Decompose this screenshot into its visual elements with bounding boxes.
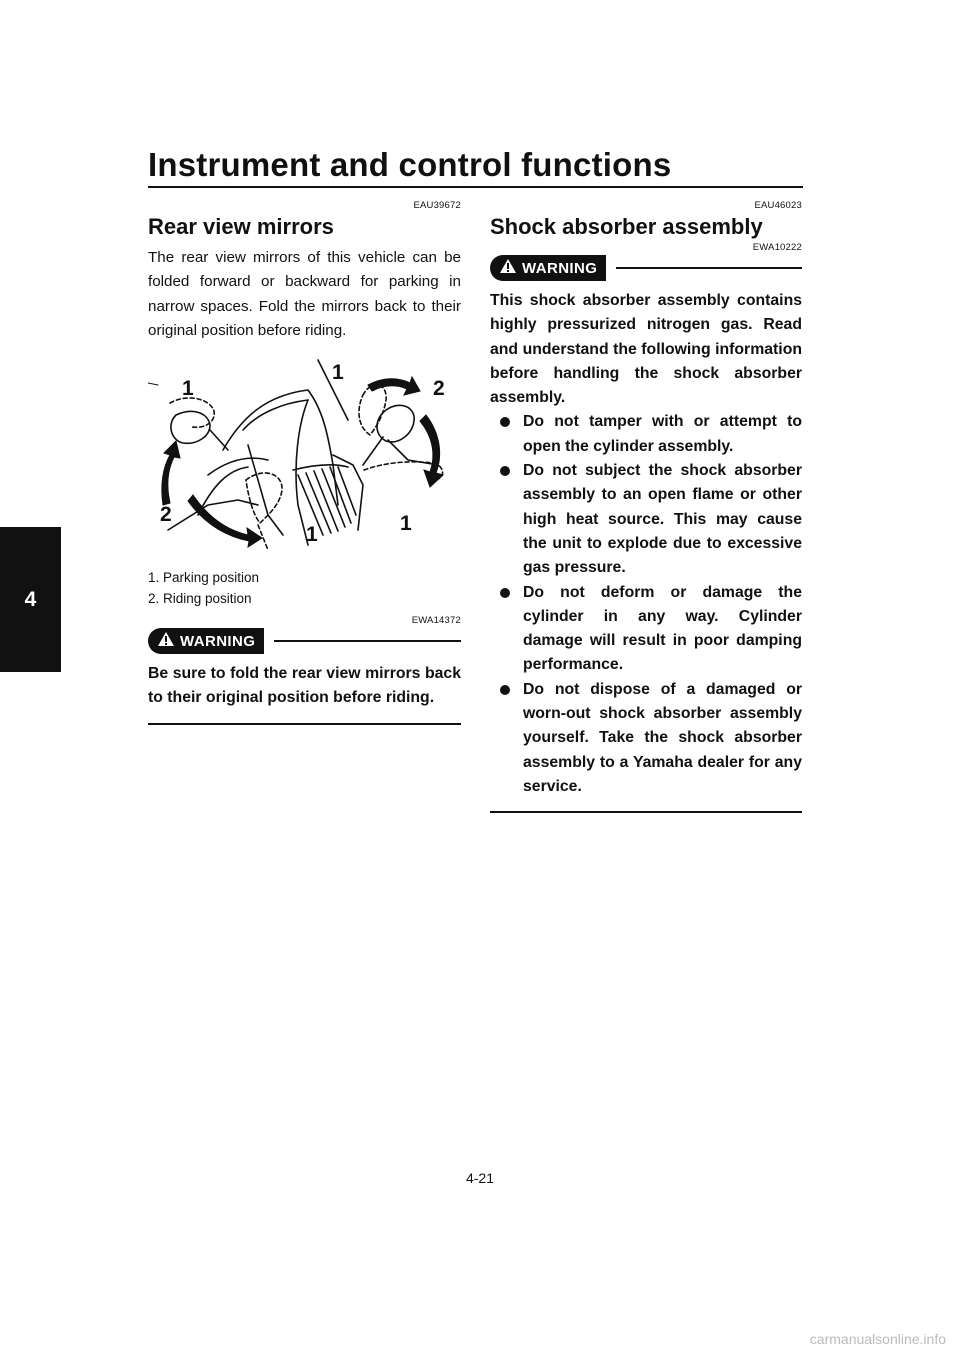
figure-label: 1	[306, 523, 318, 547]
shock-warning-list	[490, 410, 802, 799]
figure-legend	[148, 567, 461, 609]
mirrors-body-text: The rear view mirrors of this vehicle can be folded forward or backward for parking in narrow spaces. Fold the mirrors back to their original position before riding.	[148, 249, 461, 339]
figure-label: 1	[400, 512, 412, 536]
warning-triangle-icon	[157, 631, 175, 651]
warning-end-rule	[148, 723, 461, 725]
source-watermark[interactable]: carmanualsonline.info	[809, 1331, 946, 1347]
mirrors-warning-text: Be sure to fold the rear view mirrors back to their original position before riding.	[148, 665, 461, 707]
warning-triangle-icon	[499, 258, 517, 278]
mirror-illustration	[148, 355, 461, 565]
list-item: Do not deform or damage the cylinder in any way. Cylinder damage will result in poor damping performance.	[490, 581, 802, 678]
figure-label: 1	[332, 361, 344, 385]
warning-label: WARNING	[180, 632, 256, 650]
warning-header	[148, 628, 461, 654]
warning-badge	[148, 628, 264, 654]
bullet-icon	[500, 588, 510, 598]
bullet-icon	[500, 417, 510, 427]
list-item: Do not dispose of a damaged or worn-out shock absorber assembly yourself. Take the shock absorber assembly to a Yamaha dealer for any service.	[490, 678, 802, 799]
bullet-icon	[500, 466, 510, 476]
list-item: Do not tamper with or attempt to open the cylinder assembly.	[490, 410, 802, 459]
warning-label: WARNING	[522, 259, 598, 277]
section-heading-mirrors: Rear view mirrors	[148, 214, 334, 239]
mirror-drawing	[148, 355, 461, 565]
warning-code: EWA14372	[411, 615, 461, 627]
legend-item: 1. Parking position	[148, 570, 260, 586]
bullet-icon	[500, 685, 510, 695]
section-code: EAU39672	[413, 200, 461, 211]
legend-item: 2. Riding position	[148, 591, 252, 607]
figure-label: 1	[182, 377, 194, 401]
warning-header	[490, 255, 802, 281]
chapter-tab: 4	[0, 527, 61, 672]
section-heading-shock-absorber: Shock absorber assembly	[490, 214, 763, 239]
right-column	[490, 200, 802, 813]
page-title: Instrument and control functions	[148, 146, 672, 183]
figure-label: 2	[433, 377, 445, 401]
warning-code: EWA10222	[752, 242, 802, 253]
figure-label: 2	[160, 503, 172, 527]
title-rule	[148, 186, 803, 188]
list-item: Do not subject the shock absorber assembly to an open flame or other high heat source. This may cause the unit to explode due to excessive gas pressure.	[490, 459, 802, 580]
shock-warning-intro: This shock absorber assembly contains highly pressurized nitrogen gas. Read and understand the following information before handling the shock absorber assembly.	[490, 292, 802, 407]
page-number: 4-21	[465, 1170, 495, 1186]
warning-rule	[274, 640, 461, 642]
warning-end-rule	[490, 811, 802, 813]
section-code: EAU46023	[754, 200, 802, 211]
warning-badge	[490, 255, 606, 281]
warning-rule	[616, 267, 802, 269]
left-column	[148, 200, 461, 725]
